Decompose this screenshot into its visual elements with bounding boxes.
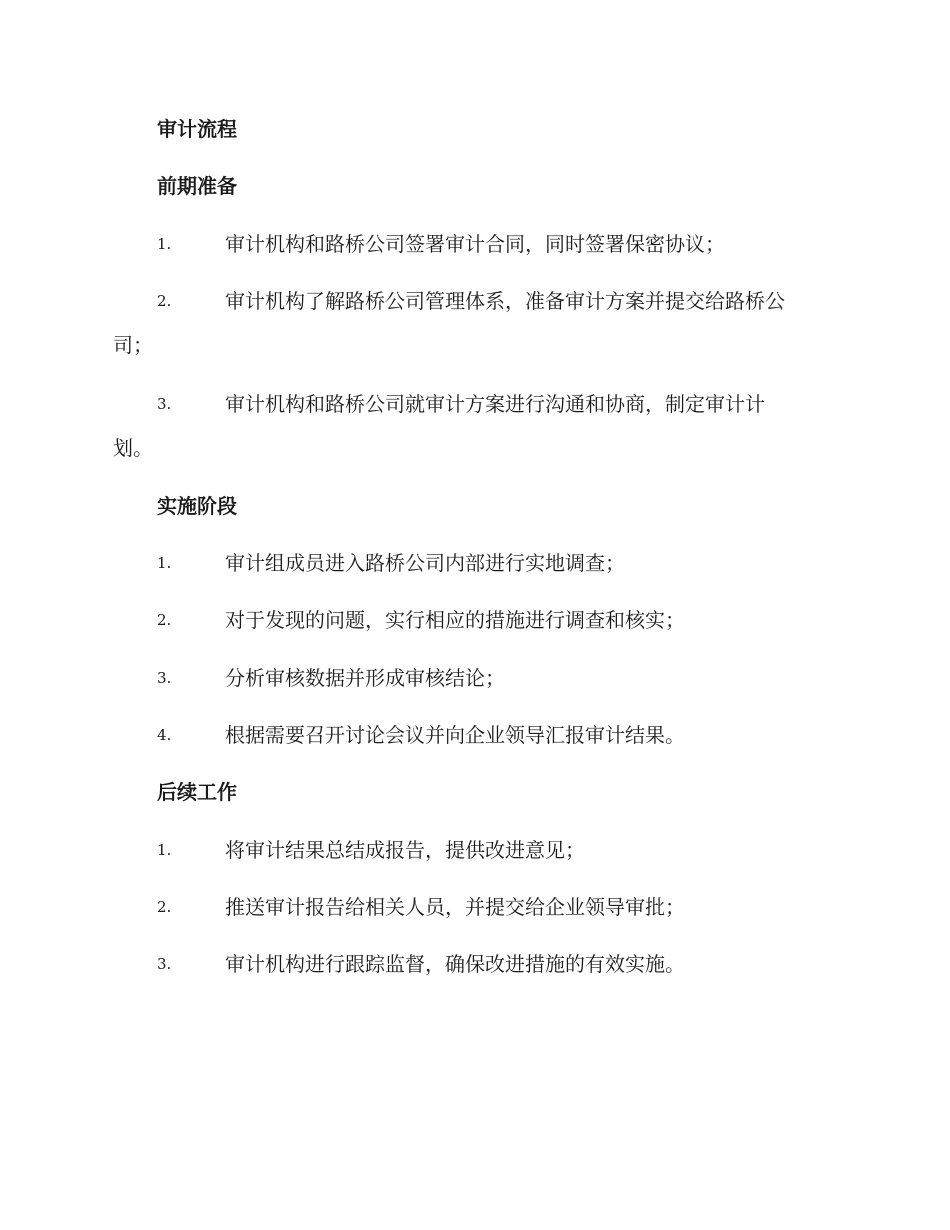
list-item-number: 4.: [157, 726, 172, 744]
list-item-text: 审计机构和路桥公司就审计方案进行沟通和协商，制定审计计: [225, 392, 765, 416]
list-item-number: 1.: [157, 235, 172, 253]
list-item-text-continuation: 划。: [113, 436, 153, 460]
list-item-number: 3.: [157, 395, 172, 413]
section-heading-implementation: 实施阶段: [157, 494, 237, 518]
list-item-text: 推送审计报告给相关人员，并提交给企业领导审批；: [225, 895, 685, 919]
list-item-text: 审计机构和路桥公司签署审计合同，同时签署保密协议；: [225, 232, 725, 256]
section-heading-preparation: 前期准备: [157, 174, 237, 198]
list-item-number: 1.: [157, 554, 172, 572]
list-item-number: 2.: [157, 611, 172, 629]
list-item-text: 根据需要召开讨论会议并向企业领导汇报审计结果。: [225, 723, 685, 747]
list-item-text: 分析审核数据并形成审核结论；: [225, 666, 505, 690]
list-item-text: 审计组成员进入路桥公司内部进行实地调查；: [225, 551, 625, 575]
list-item-number: 3.: [157, 955, 172, 973]
section-heading-follow-up: 后续工作: [157, 780, 237, 804]
document-title: 审计流程: [157, 117, 237, 141]
list-item-text: 将审计结果总结成报告，提供改进意见；: [225, 838, 585, 862]
list-item-number: 3.: [157, 669, 172, 687]
list-item-number: 1.: [157, 841, 172, 859]
list-item-number: 2.: [157, 292, 172, 310]
list-item-text-continuation: 司；: [113, 333, 153, 357]
list-item-text: 对于发现的问题，实行相应的措施进行调查和核实；: [225, 608, 685, 632]
list-item-text: 审计机构进行跟踪监督，确保改进措施的有效实施。: [225, 952, 685, 976]
list-item-number: 2.: [157, 898, 172, 916]
list-item-text: 审计机构了解路桥公司管理体系，准备审计方案并提交给路桥公: [225, 289, 785, 313]
